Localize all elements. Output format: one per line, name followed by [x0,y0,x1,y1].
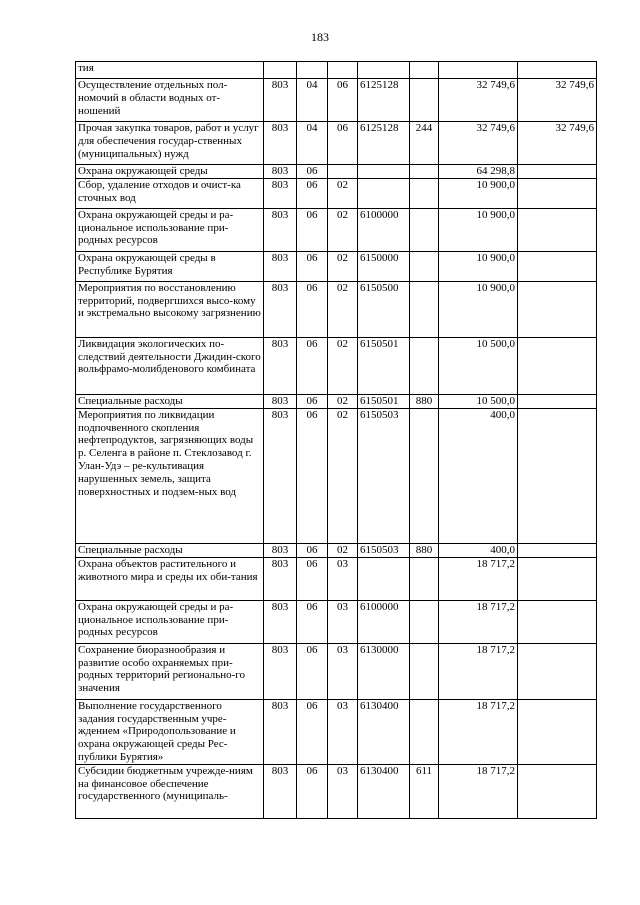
target-article-code: 6100000 [358,600,410,643]
amount-2 [518,643,597,699]
amount: 32 749,6 [439,122,518,165]
section-code: 06 [297,557,328,600]
target-article-code: 6100000 [358,208,410,251]
amount: 10 500,0 [439,394,518,408]
target-article-code [358,165,410,179]
table-row [76,408,597,543]
expense-type-code [410,699,439,764]
target-article-code: 6150000 [358,251,410,281]
table-row [76,764,597,818]
row-name: Охрана окружающей среды и ра-циональное использование при-родных ресурсов [76,600,264,643]
section-code: 06 [297,764,328,818]
amount-2 [518,62,597,79]
target-article-code: 6130400 [358,764,410,818]
table-row [76,643,597,699]
subsection-code: 02 [328,208,358,251]
section-code: 06 [297,208,328,251]
amount-2 [518,408,597,543]
table-row [76,122,597,165]
table-row [76,79,597,122]
expense-type-code: 611 [410,764,439,818]
subsection-code: 06 [328,79,358,122]
table-row [76,699,597,764]
target-article-code: 6150501 [358,394,410,408]
ministry-code: 803 [264,251,297,281]
table-row [76,62,597,79]
row-name: тия [76,62,264,79]
table-row [76,600,597,643]
ministry-code: 803 [264,600,297,643]
amount: 18 717,2 [439,600,518,643]
amount-2 [518,557,597,600]
row-name: Специальные расходы [76,543,264,557]
subsection-code: 03 [328,557,358,600]
ministry-code [264,62,297,79]
table-row [76,281,597,337]
expense-type-code [410,178,439,208]
row-name: Охрана окружающей среды в Республике Бурятия [76,251,264,281]
target-article-code: 6150500 [358,281,410,337]
amount: 10 900,0 [439,208,518,251]
ministry-code: 803 [264,208,297,251]
table-row [76,337,597,394]
table-row [76,394,597,408]
amount-2: 32 749,6 [518,79,597,122]
row-name: Охрана объектов растительного и животного мира и среды их оби-тания [76,557,264,600]
expense-type-code: 880 [410,394,439,408]
subsection-code: 02 [328,394,358,408]
row-name: Прочая закупка товаров, работ и услуг для обеспечения государ-ственных (муниципальных) нужд [76,122,264,165]
target-article-code [358,178,410,208]
ministry-code: 803 [264,408,297,543]
amount: 10 900,0 [439,251,518,281]
section-code: 06 [297,251,328,281]
expense-type-code [410,281,439,337]
expense-type-code: 244 [410,122,439,165]
table-row [76,165,597,179]
section-code [297,62,328,79]
page-number: 183 [311,30,329,44]
ministry-code: 803 [264,165,297,179]
target-article-code: 6150503 [358,543,410,557]
subsection-code: 03 [328,699,358,764]
amount-2 [518,281,597,337]
section-code: 06 [297,165,328,179]
budget-table [75,61,597,819]
ministry-code: 803 [264,281,297,337]
amount-2 [518,251,597,281]
amount-2 [518,543,597,557]
section-code: 06 [297,394,328,408]
target-article-code: 6125128 [358,122,410,165]
table-row [76,208,597,251]
ministry-code: 803 [264,699,297,764]
subsection-code: 03 [328,764,358,818]
row-name: Мероприятия по ликвидации подпочвенного скопления нефтепродуктов, загрязняющих воды р. Селенга в районе п. Стеклозавод г. Улан-Удэ – ре-культивация нарушенных земель, защита поверхностных и подзем-ных вод [76,408,264,543]
subsection-code [328,165,358,179]
row-name: Охрана окружающей среды и ра-циональное использование при-родных ресурсов [76,208,264,251]
amount: 400,0 [439,543,518,557]
row-name: Мероприятия по восстановлению территорий, подвергшихся высо-кому и экстремально высокому загрязнению [76,281,264,337]
expense-type-code [410,408,439,543]
subsection-code: 02 [328,543,358,557]
amount: 32 749,6 [439,79,518,122]
section-code: 06 [297,600,328,643]
amount-2 [518,699,597,764]
amount-2 [518,600,597,643]
amount: 18 717,2 [439,557,518,600]
section-code: 04 [297,79,328,122]
amount: 64 298,8 [439,165,518,179]
amount: 10 900,0 [439,178,518,208]
subsection-code [328,62,358,79]
amount-2 [518,394,597,408]
section-code: 04 [297,122,328,165]
amount: 18 717,2 [439,643,518,699]
row-name: Охрана окружающей среды [76,165,264,179]
amount [439,62,518,79]
amount-2 [518,178,597,208]
amount-2: 32 749,6 [518,122,597,165]
target-article-code [358,557,410,600]
table-row [76,178,597,208]
table-row [76,543,597,557]
amount-2 [518,208,597,251]
ministry-code: 803 [264,337,297,394]
ministry-code: 803 [264,543,297,557]
target-article-code: 6130400 [358,699,410,764]
row-name: Сбор, удаление отходов и очист-ка сточных вод [76,178,264,208]
expense-type-code [410,643,439,699]
ministry-code: 803 [264,178,297,208]
amount-2 [518,764,597,818]
section-code: 06 [297,178,328,208]
subsection-code: 06 [328,122,358,165]
expense-type-code [410,557,439,600]
subsection-code: 02 [328,281,358,337]
subsection-code: 02 [328,251,358,281]
expense-type-code [410,208,439,251]
section-code: 06 [297,699,328,764]
amount: 10 500,0 [439,337,518,394]
expense-type-code: 880 [410,543,439,557]
row-name: Субсидии бюджетным учрежде-ниям на финансовое обеспечение государственного (муниципаль- [76,764,264,818]
table-row [76,557,597,600]
section-code: 06 [297,643,328,699]
amount: 10 900,0 [439,281,518,337]
section-code: 06 [297,408,328,543]
subsection-code: 02 [328,337,358,394]
expense-type-code [410,165,439,179]
ministry-code: 803 [264,79,297,122]
row-name: Сохранение биоразнообразия и развитие особо охраняемых при-родных территорий регионально-го значения [76,643,264,699]
row-name: Осуществление отдельных пол-номочий в области водных от-ношений [76,79,264,122]
amount-2 [518,337,597,394]
ministry-code: 803 [264,394,297,408]
row-name: Выполнение государственного задания государственным учре-ждением «Природопользование и охрана окружающей среды Рес-публики Бурятия» [76,699,264,764]
target-article-code: 6150503 [358,408,410,543]
section-code: 06 [297,543,328,557]
target-article-code: 6150501 [358,337,410,394]
subsection-code: 02 [328,408,358,543]
section-code: 06 [297,337,328,394]
amount-2 [518,165,597,179]
expense-type-code [410,337,439,394]
expense-type-code [410,600,439,643]
ministry-code: 803 [264,122,297,165]
section-code: 06 [297,281,328,337]
amount: 400,0 [439,408,518,543]
ministry-code: 803 [264,764,297,818]
expense-type-code [410,62,439,79]
ministry-code: 803 [264,643,297,699]
target-article-code: 6125128 [358,79,410,122]
expense-type-code [410,79,439,122]
expense-type-code [410,251,439,281]
target-article-code [358,62,410,79]
amount: 18 717,2 [439,699,518,764]
subsection-code: 03 [328,600,358,643]
table-row [76,251,597,281]
amount: 18 717,2 [439,764,518,818]
target-article-code: 6130000 [358,643,410,699]
subsection-code: 02 [328,178,358,208]
row-name: Специальные расходы [76,394,264,408]
subsection-code: 03 [328,643,358,699]
ministry-code: 803 [264,557,297,600]
row-name: Ликвидация экологических по-следствий деятельности Джидин-ского вольфрамо-молибденового комбината [76,337,264,394]
